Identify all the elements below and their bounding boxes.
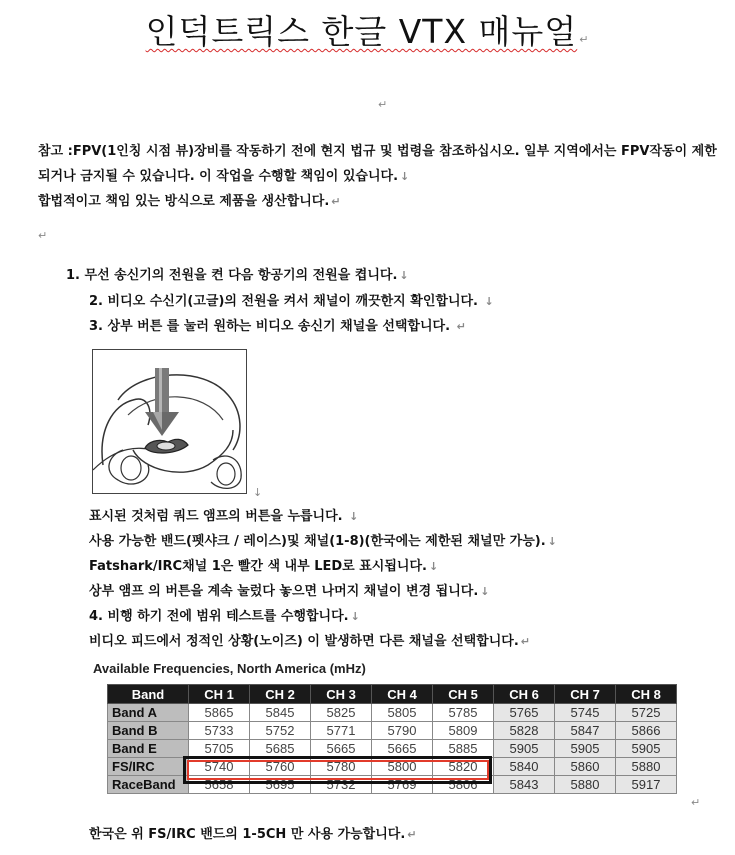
line-mark: ↓ — [547, 535, 557, 548]
freq-cell: 5658 — [189, 776, 250, 794]
freq-cell: 5733 — [189, 722, 250, 740]
line-mark: ↓ — [399, 269, 409, 282]
table-header-row — [108, 685, 677, 704]
freq-cell: 5705 — [189, 740, 250, 758]
freq-cell: 5765 — [494, 704, 555, 722]
freq-cell: 5866 — [616, 722, 677, 740]
body-line-6 — [89, 630, 530, 649]
header-ch7: CH 7 — [555, 685, 616, 704]
freq-cell: 5800 — [372, 758, 433, 776]
line-mark: ↓ — [349, 510, 359, 523]
freq-cell: 5880 — [616, 758, 677, 776]
header-ch4: CH 4 — [372, 685, 433, 704]
paragraph-mark: ↵ — [691, 796, 701, 809]
notice-line-2: 합법적이고 책임 있는 방식으로 제품을 생산합니다. — [38, 194, 330, 209]
paragraph-mark: ↵ — [331, 195, 341, 208]
freq-cell: 5780 — [311, 758, 372, 776]
freq-cell: 5752 — [250, 722, 311, 740]
paragraph-mark: ↵ — [456, 320, 466, 333]
freq-cell: 5820 — [433, 758, 494, 776]
freq-cell: 5828 — [494, 722, 555, 740]
body-line-3 — [89, 555, 438, 574]
paragraph-mark: ↵ — [378, 98, 388, 111]
freq-cell: 5785 — [433, 704, 494, 722]
freq-cell: 5740 — [189, 758, 250, 776]
band-label: Band B — [108, 722, 189, 740]
freq-cell: 5790 — [372, 722, 433, 740]
freq-cell: 5905 — [616, 740, 677, 758]
frequency-table — [107, 684, 677, 794]
header-ch5: CH 5 — [433, 685, 494, 704]
line-mark: ↓ — [484, 295, 494, 308]
line-mark: ↓ — [428, 560, 439, 573]
line-mark: ↓ — [480, 585, 490, 598]
frequency-table-caption: Available Frequencies, North America (mHz) — [93, 661, 366, 676]
freq-cell: 5806 — [433, 776, 494, 794]
freq-cell: 5665 — [372, 740, 433, 758]
body-line-6-text: 비디오 피드에서 정적인 상황(노이즈) 이 발생하면 다른 채널을 선택합니다. — [89, 634, 519, 649]
header-band: Band — [108, 685, 189, 704]
line-mark: ↓ — [253, 486, 263, 499]
band-label: FS/IRC — [108, 758, 189, 776]
table-row — [108, 740, 677, 758]
step-2-text: 2. 비디오 수신기(고글)의 전원을 켜서 채널이 깨끗한지 확인합니다. — [89, 294, 478, 309]
line-mark: ↓ — [350, 610, 360, 623]
freq-cell: 5865 — [189, 704, 250, 722]
header-ch8: CH 8 — [616, 685, 677, 704]
body-line-4-text: 상부 앰프 의 버튼을 계속 눌렀다 놓으면 나머지 채널이 변경 됩니다. — [89, 584, 479, 599]
freq-cell: 5885 — [433, 740, 494, 758]
step-3 — [89, 315, 466, 334]
freq-cell: 5685 — [250, 740, 311, 758]
freq-cell: 5843 — [494, 776, 555, 794]
freq-cell: 5917 — [616, 776, 677, 794]
freq-cell: 5905 — [555, 740, 616, 758]
notice-paragraph — [38, 139, 728, 214]
body-line-2-text: 사용 가능한 밴드(펫샤크 / 레이스)및 채널(1-8)(한국에는 제한된 채널만 가능). — [89, 534, 546, 549]
button-press-illustration — [92, 349, 247, 494]
header-ch3: CH 3 — [311, 685, 372, 704]
paragraph-mark: ↵ — [520, 635, 530, 648]
page-title — [0, 6, 735, 53]
body-line-1-text: 표시된 것처럼 쿼드 앰프의 버튼을 누릅니다. — [89, 509, 343, 524]
paragraph-mark: ↵ — [38, 229, 48, 242]
freq-cell: 5845 — [250, 704, 311, 722]
table-row — [108, 776, 677, 794]
band-label: Band A — [108, 704, 189, 722]
freq-cell: 5847 — [555, 722, 616, 740]
table-row — [108, 704, 677, 722]
line-mark: ↓ — [400, 170, 410, 183]
body-line-5 — [89, 605, 360, 624]
band-label: RaceBand — [108, 776, 189, 794]
freq-cell: 5665 — [311, 740, 372, 758]
paragraph-mark: ↵ — [407, 828, 417, 841]
quad-button-drawing — [93, 350, 246, 493]
freq-cell: 5732 — [311, 776, 372, 794]
freq-cell: 5880 — [555, 776, 616, 794]
body-line-1 — [89, 505, 358, 524]
freq-cell: 5840 — [494, 758, 555, 776]
body-line-5-text: 4. 비행 하기 전에 범위 테스트를 수행합니다. — [89, 609, 349, 624]
step-3-text: 3. 상부 버튼 를 눌러 원하는 비디오 송신기 채널을 선택합니다. — [89, 319, 451, 334]
step-1-text: 1. 무선 송신기의 전원을 켠 다음 항공기의 전원을 켭니다. — [66, 268, 398, 283]
header-ch6: CH 6 — [494, 685, 555, 704]
body-line-2 — [89, 530, 557, 549]
header-ch2: CH 2 — [250, 685, 311, 704]
freq-cell: 5695 — [250, 776, 311, 794]
freq-cell: 5809 — [433, 722, 494, 740]
freq-cell: 5860 — [555, 758, 616, 776]
table-row — [108, 722, 677, 740]
step-2 — [89, 290, 494, 309]
step-1 — [66, 264, 409, 283]
paragraph-mark: ↵ — [579, 33, 590, 46]
freq-cell: 5805 — [372, 704, 433, 722]
body-line-4 — [89, 580, 489, 599]
footer-note — [89, 823, 417, 842]
freq-cell: 5745 — [555, 704, 616, 722]
body-line-3-text: Fatshark/IRC채널 1은 빨간 색 내부 LED로 표시됩니다. — [89, 559, 427, 574]
notice-line-1: 참고 :FPV(1인칭 시점 뷰)장비를 작동하기 전에 현지 법규 및 법령을 참조하십시오. 일부 지역에서는 FPV작동이 제한되거나 금지될 수 있습니다. 이 작업을 수행할 책임이 있습니다. — [38, 144, 717, 184]
freq-cell: 5825 — [311, 704, 372, 722]
freq-cell: 5760 — [250, 758, 311, 776]
freq-cell: 5725 — [616, 704, 677, 722]
header-ch1: CH 1 — [189, 685, 250, 704]
table-row — [108, 758, 677, 776]
freq-cell: 5771 — [311, 722, 372, 740]
title-text: 인덕트릭스 한글 VTX 매뉴얼 — [145, 12, 578, 51]
footer-note-text: 한국은 위 FS/IRC 밴드의 1-5CH 만 사용 가능합니다. — [89, 827, 406, 842]
freq-cell: 5905 — [494, 740, 555, 758]
band-label: Band E — [108, 740, 189, 758]
freq-cell: 5769 — [372, 776, 433, 794]
